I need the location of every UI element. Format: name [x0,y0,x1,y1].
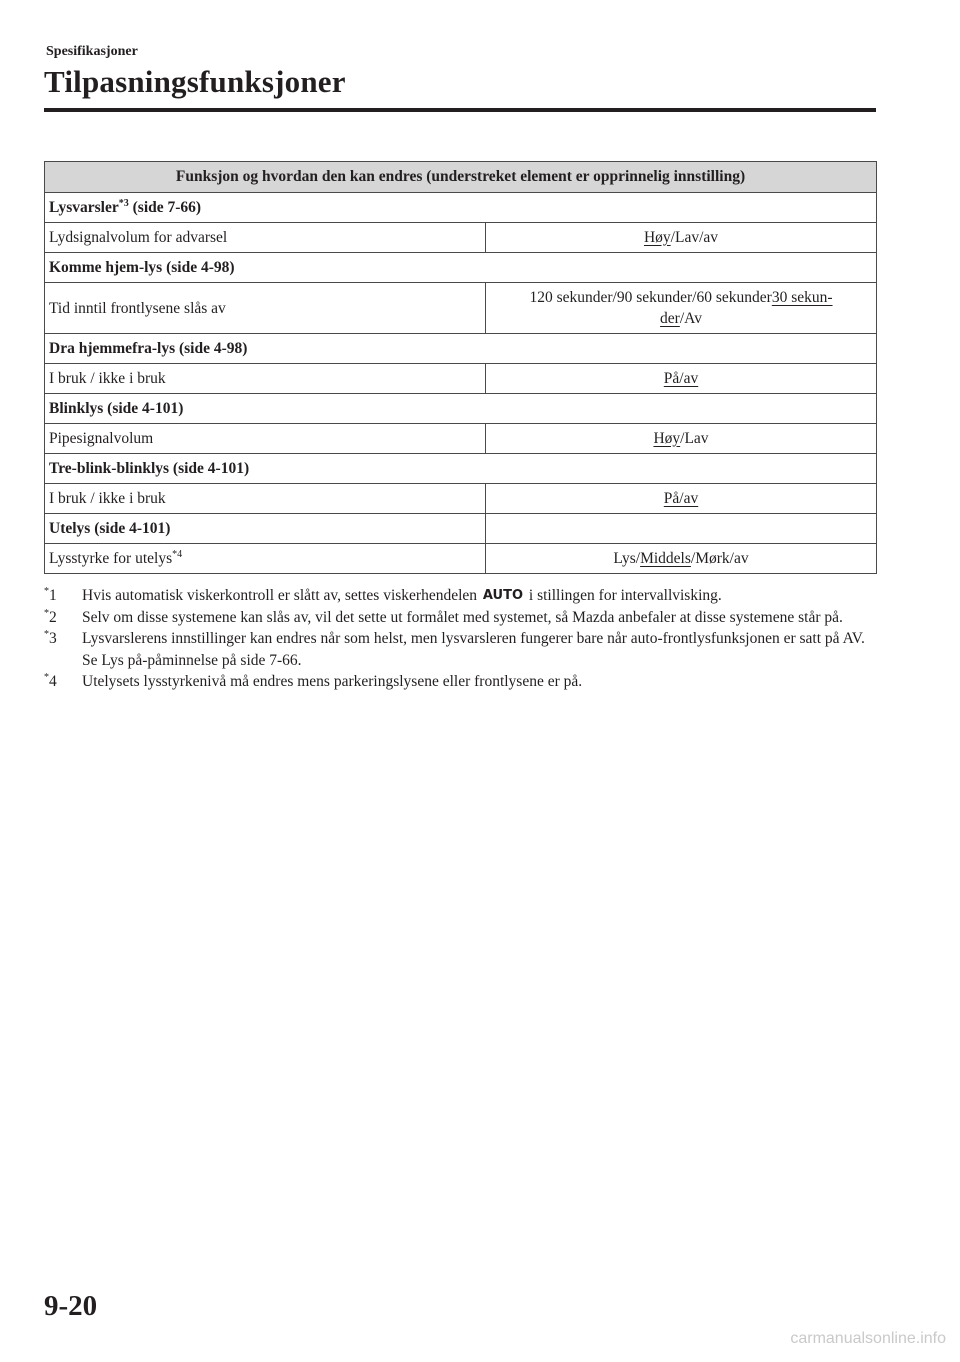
function-cell: Lydsignalvolum for advarsel [45,223,486,253]
footnote: *4 Utelysets lysstyrkenivå må endres mens parkeringslysene eller frontlysene er på. [44,671,874,693]
table-section-row [45,334,877,364]
table-row [45,223,877,253]
setting-cell: Høy/Lav/av [486,223,877,253]
page-title: Tilpasningsfunksjoner [44,64,346,99]
section-label: Spesifikasjoner [46,44,138,59]
function-cell: Tid inntil frontlysene slås av [45,283,486,334]
table-section-row [45,193,877,223]
footnote: *3 Lysvarslerens innstillinger kan endres når som helst, men lysvarsleren fungerer bare når auto-frontlysfunksjonen er satt på AV. Se Lys på-påminnelse på side 7-66. [44,628,865,669]
title-divider [44,108,876,112]
section-cell: Dra hjemmefra-lys (side 4-98) [45,334,877,364]
footnote-number: *4 [44,671,57,690]
table-row [45,544,877,574]
watermark: carmanualsonline.info [790,1330,946,1347]
section-cell: Lysvarsler$^{*3}$ (side 7-66) [45,193,877,223]
table-section-row [45,394,877,424]
setting-cell: På/av [486,484,877,514]
empty-cell [486,514,877,544]
footnote-number: *1 [44,585,57,604]
auto-wiper-icon: AUTO [482,588,524,603]
setting-cell: På/av [486,364,877,394]
section-cell: Komme hjem-lys (side 4-98) [45,253,877,283]
page-number: 9-20 [44,1290,98,1322]
setting-cell: 120 sekunder/90 sekunder/60 sekunder30 sekun- der/Av [486,283,877,334]
table-row [45,283,877,334]
footnotes [44,585,874,693]
customization-table [44,161,877,574]
footnote-number: *2 [44,607,57,626]
section-cell: Blinklys (side 4-101) [45,394,877,424]
function-cell: Lysstyrke for utelys$^{*4}$ [45,544,486,574]
table-section-row [45,454,877,484]
setting-cell: Høy/Lav [486,424,877,454]
setting-cell: Lys/Middels/Mørk/av [486,544,877,574]
function-cell: I bruk / ikke i bruk [45,364,486,394]
function-cell: Pipesignalvolum [45,424,486,454]
table-row [45,364,877,394]
table-section-row [45,253,877,283]
table-header: Funksjon og hvordan den kan endres (understreket element er opprinnelig innstilling) [45,162,877,193]
footnote: *2 Selv om disse systemene kan slås av, vil det sette ut formålet med systemet, så Mazda anbefaler at disse systemene står på. [44,607,874,629]
footnote-number: *3 [44,628,57,647]
function-cell: I bruk / ikke i bruk [45,484,486,514]
table-row [45,484,877,514]
table-section-row [45,514,877,544]
footnote: *1 Hvis automatisk viskerkontroll er slått av, settes viskerhendelen AUTO i stillingen for intervallvisking. [44,585,874,607]
section-cell: Tre-blink-blinklys (side 4-101) [45,454,877,484]
table-row [45,424,877,454]
section-cell: Utelys (side 4-101) [45,514,486,544]
